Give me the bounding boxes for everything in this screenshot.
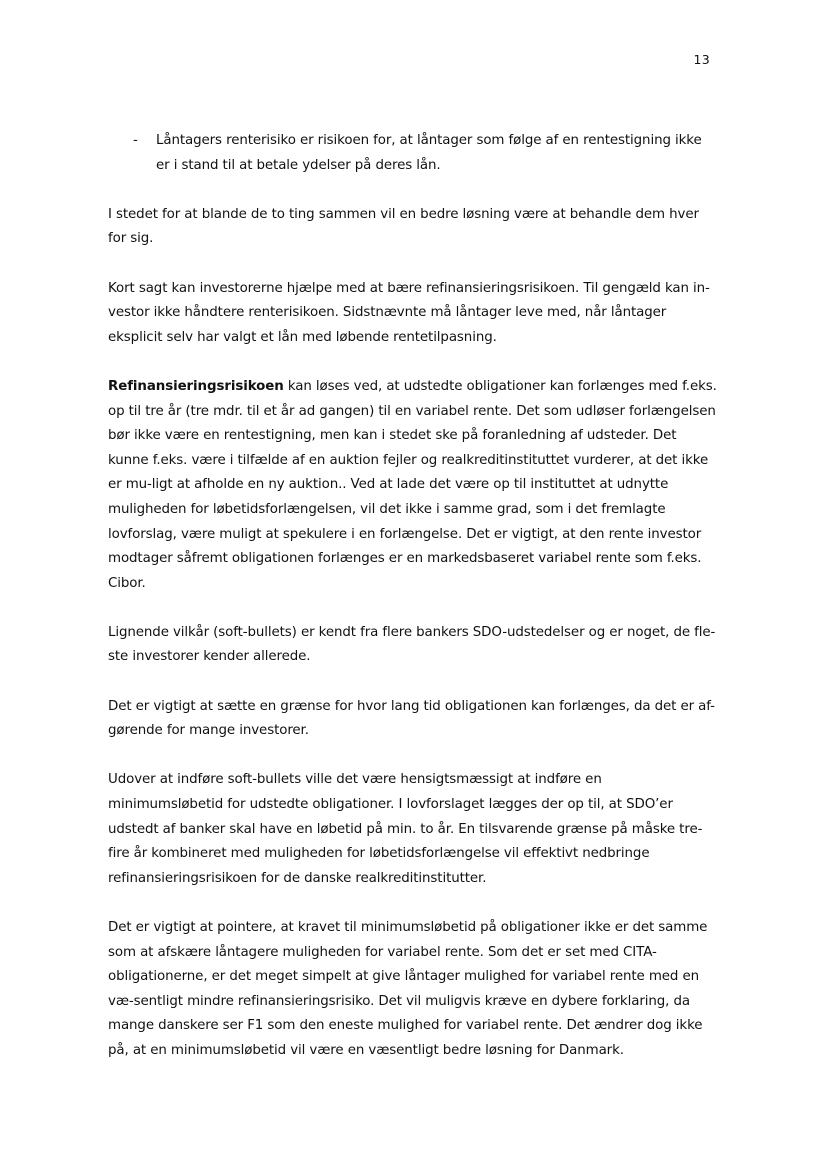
paragraph-refinancing-solution — [108, 375, 718, 596]
paragraph-investor-risk: Kort sagt kan investorerne hjælpe med at bære refinansieringsrisikoen. Til gengæld kan in-vestor ikke håndtere renterisikoen. Sidstnævnte må låntager leve med, når låntager eksplicit selv har valgt et lån med løbende rentetilpasning. — [108, 280, 710, 345]
bullet-text: Låntagers renterisiko er risikoen for, at låntager som følge af en rentestigning ikke er i stand til at betale ydelser på deres lån. — [156, 133, 702, 173]
bold-term-refinancing: Refinansieringsrisikoen — [108, 378, 284, 394]
bullet-list-item — [108, 129, 718, 178]
paragraph-conclusion: Det er vigtigt at pointere, at kravet til minimumsløbetid på obligationer ikke er det samme som at afskære låntagere muligheden for variabel rente. Som det er set med CITA-obligationerne, er det meget simpelt at give låntager mulighed for variabel rente med en væ-sentligt mindre refinansieringsrisiko. Det vil muligvis kræve en dybere forklaring, da mange danskere ser F1 som den eneste mulighed for variabel rente. Det ændrer dog ikke på, at en minimumsløbetid vil være en væsentligt bedre løsning for Danmark. — [108, 920, 708, 1058]
document-body — [108, 129, 718, 1088]
bullet-marker: - — [133, 133, 138, 148]
page-number: 13 — [693, 52, 710, 67]
paragraph-soft-bullets: Lignende vilkår (soft-bullets) er kendt fra flere bankers SDO-udstedelser og er noget, de fle-ste investorer kender allerede. — [108, 624, 716, 665]
paragraph-minimum-maturity: Udover at indføre soft-bullets ville det være hensigtsmæssigt at indføre en minimumsløbetid for udstedte obligationer. I lovforslaget lægges der op til, at SDO’er udstedt af banker skal have en løbetid på min. to år. En tilsvarende grænse på måske tre-fire år kombineret med muligheden for løbetidsforlængelse vil effektivt nedbringe refinansieringsrisikoen for de danske realkreditinstitutter. — [108, 772, 703, 886]
paragraph-separate-handling: I stedet for at blande de to ting sammen vil en bedre løsning være at behandle dem hver for sig. — [108, 206, 699, 247]
paragraph-refinancing-text: kan løses ved, at udstedte obligationer kan forlænges med f.eks. op til tre år (tre mdr. til et år ad gangen) til en variabel rente. Det som udløser forlængelsen bør ikke være en rentestigning, men kan i stedet ske på foranledning af udsteder. Det kunne f.eks. være i tilfælde af en auktion fejler og realkreditinstituttet vurderer, at det ikke er mu-ligt at afholde en ny auktion.. Ved at lade det være op til instituttet at udnytte muligheden for løbetidsforlængelsen, vil det ikke i samme grad, som i det fremlagte lovforslag, være muligt at spekulere i en forlængelse. Det er vigtigt, at den rente investor modtager såfremt obligationen forlænges er en markedsbaseret variabel rente som f.eks. Cibor. — [108, 378, 717, 591]
paragraph-extension-limit: Det er vigtigt at sætte en grænse for hvor lang tid obligationen kan forlænges, da det er af-gørende for mange investorer. — [108, 698, 715, 739]
